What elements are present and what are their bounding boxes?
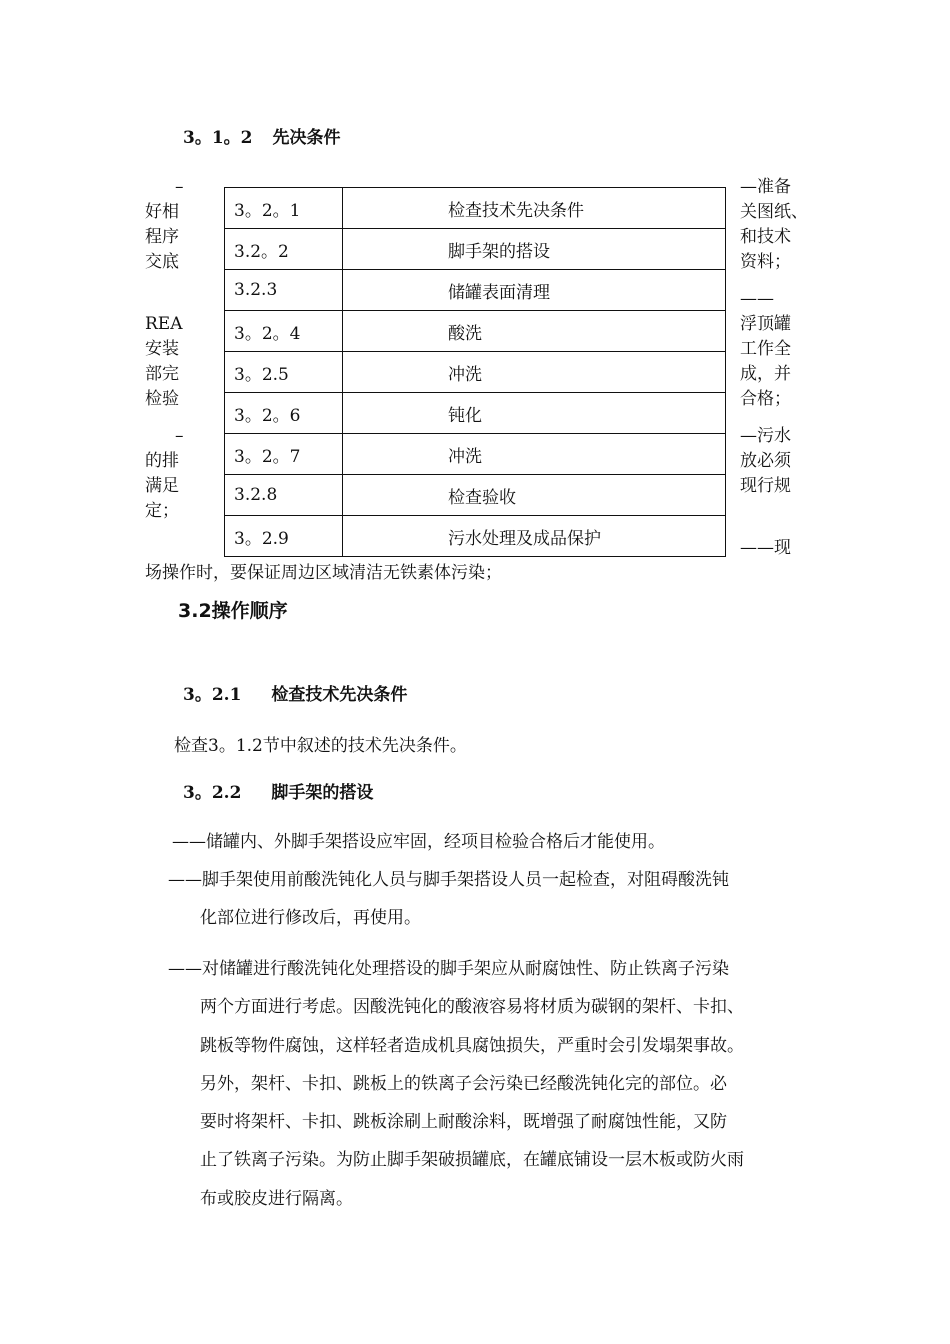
right-fragment: 关图纸、 (740, 202, 808, 222)
step-name: 冲洗 (343, 434, 726, 475)
list-item (168, 861, 729, 938)
left-fragment: 部完 (145, 364, 179, 384)
step-name: 污水处理及成品保护 (343, 516, 726, 557)
step-name: 酸洗 (343, 311, 726, 352)
right-fragment: —准备 (740, 177, 791, 197)
text-line: 化部位进行修改后，再使用。 (200, 908, 421, 929)
list-item: ——储罐内、外脚手架搭设应牢固，经项目检验合格后才能使用。 (172, 832, 665, 852)
section-number: 3。2.2 (183, 783, 242, 803)
text-line: 要时将架杆、卡扣、跳板涂刷上耐酸涂料，既增强了耐腐蚀性能，又防 (200, 1112, 727, 1133)
body-paragraph: 检查3。1.2节中叙述的技术先决条件。 (174, 736, 467, 756)
section-number: 3。1。2 (183, 128, 253, 148)
text-line: 另外，架杆、卡扣、跳板上的铁离子会污染已经酸洗钝化完的部位。必 (200, 1073, 727, 1094)
steps-table (224, 187, 726, 557)
step-name: 储罐表面清理 (343, 270, 726, 311)
step-name: 检查技术先决条件 (343, 188, 726, 229)
left-fragment: – (175, 177, 184, 197)
step-name: 脚手架的搭设 (343, 229, 726, 270)
section-title: 先决条件 (272, 128, 341, 148)
table-row (225, 188, 726, 229)
table-row (225, 434, 726, 475)
right-fragment: 工作全 (740, 339, 791, 359)
left-fragment: 安装 (145, 339, 179, 359)
step-number: 3。2.5 (225, 352, 343, 393)
step-number: 3。2.9 (225, 516, 343, 557)
step-name: 检查验收 (343, 475, 726, 516)
right-fragment: ——现 (740, 538, 791, 558)
table-row (225, 270, 726, 311)
left-fragment: 程序 (145, 227, 179, 247)
table-row (225, 229, 726, 270)
right-fragment: 资料； (740, 252, 791, 272)
right-fragment: 合格； (740, 389, 791, 409)
right-fragment: 成，并 (740, 364, 791, 384)
right-fragment: 和技术 (740, 227, 791, 247)
section-heading-322 (183, 781, 373, 806)
right-fragment: —— (740, 289, 774, 309)
right-fragment: —污水 (740, 426, 791, 446)
left-fragment: 满足 (145, 476, 179, 496)
section-number: 3。2.1 (183, 685, 242, 705)
section-title: 检查技术先决条件 (271, 685, 408, 705)
step-number: 3.2.8 (225, 475, 343, 516)
list-item (168, 950, 744, 1218)
step-number: 3。2。7 (225, 434, 343, 475)
step-name: 冲洗 (343, 352, 726, 393)
table-row (225, 311, 726, 352)
section-heading-321 (183, 683, 407, 708)
section-title: 脚手架的搭设 (271, 783, 374, 803)
text-line: ——对储罐进行酸洗钝化处理搭设的脚手架应从耐腐蚀性、防止铁离子污染 (168, 959, 729, 979)
left-fragment: – (175, 426, 184, 446)
text-line: 两个方面进行考虑。因酸洗钝化的酸液容易将材质为碳钢的架杆、卡扣、 (200, 997, 744, 1018)
left-fragment: 交底 (145, 252, 179, 272)
table-row (225, 516, 726, 557)
text-line: 跳板等物件腐蚀，这样轻者造成机具腐蚀损失，严重时会引发塌架事故。 (200, 1035, 744, 1056)
table-row (225, 352, 726, 393)
right-fragment: 浮顶罐 (740, 314, 791, 334)
left-fragment: REA (145, 314, 183, 334)
right-fragment: 现行规 (740, 476, 791, 496)
continuation-text: 场操作时，要保证周边区域清洁无铁素体污染； (145, 563, 502, 583)
table-row (225, 393, 726, 434)
left-fragment: 检验 (145, 389, 179, 409)
text-line: 止了铁离子污染。为防止脚手架破损罐底，在罐底铺设一层木板或防火雨 (200, 1150, 744, 1171)
step-number: 3。2。6 (225, 393, 343, 434)
section-heading-32: 3.2操作顺序 (178, 600, 288, 622)
step-name: 钝化 (343, 393, 726, 434)
step-number: 3。2。1 (225, 188, 343, 229)
right-fragment: 放必须 (740, 451, 791, 471)
table-row (225, 475, 726, 516)
left-fragment: 的排 (145, 451, 179, 471)
text-line: ——脚手架使用前酸洗钝化人员与脚手架搭设人员一起检查，对阻碍酸洗钝 (168, 870, 729, 890)
step-number: 3。2。4 (225, 311, 343, 352)
step-number: 3.2。2 (225, 229, 343, 270)
left-fragment: 定； (145, 501, 179, 521)
section-heading-312 (183, 126, 341, 151)
text-line: 布或胶皮进行隔离。 (200, 1188, 353, 1209)
step-number: 3.2.3 (225, 270, 343, 311)
left-fragment: 好相 (145, 202, 179, 222)
